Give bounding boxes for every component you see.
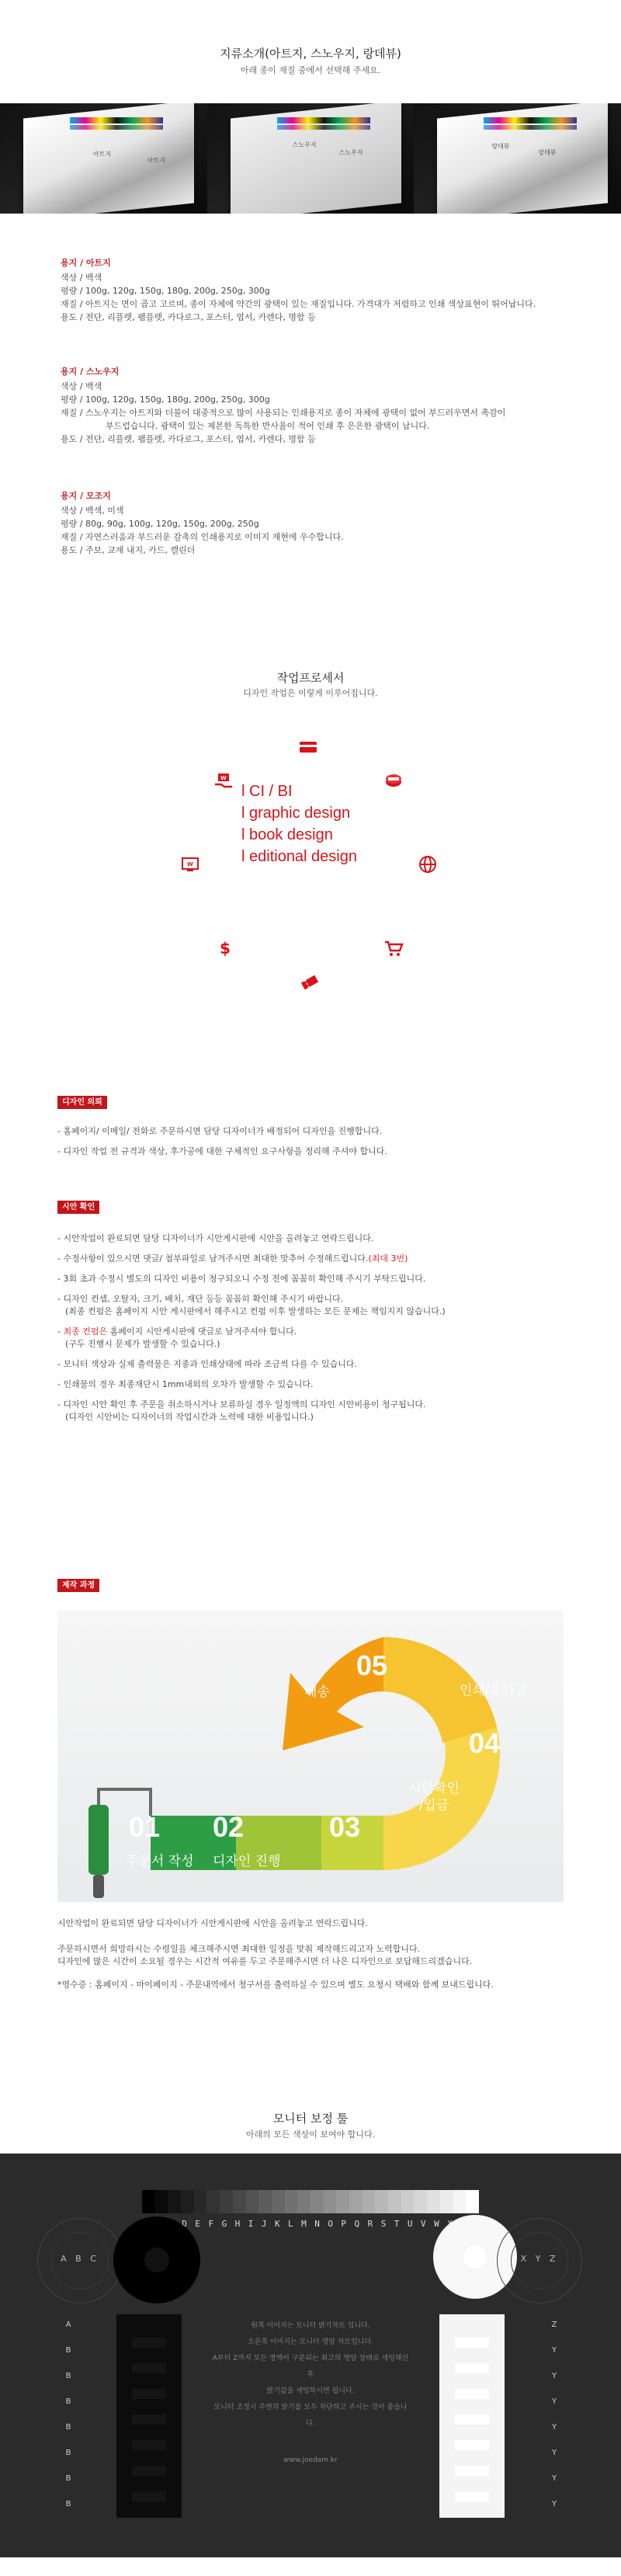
step-label-4: 인쇄/후가공 bbox=[460, 1683, 528, 1698]
globe-icon bbox=[416, 853, 439, 876]
step-label-2: 디자인 진행 bbox=[213, 1854, 281, 1869]
photo-label: 스노우지 bbox=[292, 141, 317, 148]
brightness-letter-column: A B B B B B B B bbox=[65, 2320, 71, 2508]
black-chart-core bbox=[144, 2247, 169, 2272]
paper-title: 지류소개(아트지, 스노우지, 랑데뷰) bbox=[220, 47, 401, 61]
production-notes bbox=[57, 1917, 585, 1999]
photo-label: 아트지 bbox=[147, 157, 166, 164]
step-num-2: 02 bbox=[213, 1811, 245, 1843]
paper-snow-title: 용지 / 스노우지 bbox=[61, 367, 120, 377]
paper-snow-usage: 용도 / 전단, 리플렛, 팸플렛, 카다로그, 포스터, 엽서, 카렌다, 명함 등 bbox=[61, 434, 316, 444]
paper-mojo-title: 용지 / 모조지 bbox=[61, 491, 111, 501]
white-level-steps bbox=[455, 2322, 489, 2508]
step-num-4: 04 bbox=[469, 1727, 501, 1759]
step-num-1: 01 bbox=[129, 1811, 161, 1843]
svg-text:W: W bbox=[187, 861, 193, 867]
paper-photo-snow bbox=[207, 103, 415, 214]
grayscale-bar bbox=[142, 2190, 479, 2213]
white-chart-core bbox=[463, 2244, 487, 2269]
paper-snow-texture: 재질 / 스노우지는 아트지와 더불어 대중적으로 많이 사용되는 인쇄용지로 종이 자체에 광택이 없어 부드러우면서 촉감이 bbox=[61, 408, 506, 418]
monitor-description: 원쪽 이미지는 모니터 밝기차트 입니다. 오른쪽 이미지는 모니터 명암 차트입니다. A부터 Z까지 모든 명백이 구분되는 최고의 명암 상태로 세팅해신 후 밝기값을 세팅하시면 됩니다. 모니터 조정시 주변의 밝기를 모두 차단하고 주시는 것이 좋습니다. www.joedam.kr bbox=[210, 2318, 411, 2469]
monitor-subtitle: 아래의 모든 색상이 보여야 합니다. bbox=[245, 2129, 376, 2140]
paper-art-color: 색상 / 백색 bbox=[61, 273, 102, 283]
ticket-icon bbox=[298, 971, 321, 994]
step-label-5: 배송 bbox=[304, 1684, 330, 1700]
proof-item: - 3회 초과 수정시 별도의 디자인 비용이 청구되오니 수정 전에 꼼꼼히 확인해 주시기 부탁드립니다. bbox=[57, 1274, 426, 1284]
photo-label: 랑데뷰 bbox=[538, 149, 557, 156]
paper-photo-strip bbox=[0, 103, 621, 214]
production-note: 디자인에 많은 시간이 소요될 경우는 시간적 여유를 두고 주문해주시면 더 나은 디자인으로 보답해드리겠습니다. bbox=[57, 1956, 473, 1966]
photo-label: 아트지 bbox=[93, 151, 112, 158]
service-graphic-design: l graphic design bbox=[241, 805, 351, 822]
paper-snow-texture-cont: 부드럽습니다. 광택이 있는 제본한 독특한 반사율이 적어 인쇄 후 은은한 광택이 납니다. bbox=[106, 421, 430, 431]
consult-item: - 홈페이지/ 이메일/ 전화로 주문하시면 담당 디자이너가 배정되어 디자인을 진행합니다. bbox=[57, 1126, 383, 1136]
production-tag: 제작 과정 bbox=[57, 1579, 99, 1592]
proof-item: - 디자인 시안 확인 후 주문을 취소하시거나 보류하실 경우 일정액의 디자인 시안비용이 청구됩니다. (디자인 시안비는 디자이너의 작업시간과 노력에 대한 비용입니다.) bbox=[57, 1399, 426, 1422]
proof-item: - 수정사항이 있으시면 댓글/ 첨부파일로 남겨주시면 최대한 맞추어 수정해드립니다.(최대 3번) bbox=[57, 1253, 408, 1264]
dollar-icon: $ bbox=[220, 939, 231, 958]
paper-photo-art bbox=[0, 103, 207, 214]
production-note: 주문하시면서 희망하시는 수령일을 체크해주시면 최대한 일정을 맞춰 제작해드리고자 노력합니다. bbox=[57, 1944, 421, 1954]
contrast-letter-column: Z Y Y Y Y Y Y Y bbox=[551, 2320, 557, 2508]
consult-item: - 디자인 작업 전 규격과 색상, 후가공에 대한 구체적인 요구사항을 정리해 주셔야 합니다. bbox=[57, 1146, 387, 1156]
paper-art-texture: 재질 / 아트지는 면이 곱고 고르며, 종이 자체에 약간의 광택이 있는 재질입니다. 가격대가 저렴하고 인쇄 색상표현이 뛰어납니다. bbox=[61, 299, 536, 309]
step-num-5: 05 bbox=[356, 1650, 388, 1681]
proof-item: - 인쇄물의 경우 최종재단시 1mm내외의 오차가 발생할 수 있습니다. bbox=[57, 1379, 314, 1389]
paper-snow-info bbox=[61, 365, 588, 446]
production-note: 시안작업이 완료되면 담당 디자이너가 시안게시판에 시안을 올려놓고 연락드립니다. bbox=[57, 1918, 368, 1928]
money-icon bbox=[382, 769, 405, 792]
card-icon bbox=[297, 735, 320, 759]
production-note: *영수증 : 홈페이지 - 마이페이지 - 주문내역에서 청구서를 출력하실 수 있으며 별도 요청시 택배와 함께 보내드립니다. bbox=[57, 1980, 494, 1990]
proof-list bbox=[57, 1232, 585, 1431]
paper-snow-weight: 평량 / 100g, 120g, 150g, 180g, 200g, 250g, 300g bbox=[61, 395, 270, 405]
consult-list bbox=[57, 1125, 585, 1166]
paper-art-info bbox=[61, 256, 588, 324]
brightness-circle-label: A B C bbox=[61, 2254, 99, 2264]
paper-mojo-info bbox=[61, 489, 588, 557]
paper-mojo-weight: 평량 / 80g, 90g, 100g, 120g, 150g, 200g, 250g bbox=[61, 519, 259, 529]
paper-photo-rendezvous bbox=[414, 103, 621, 214]
step-label-3: 시안확인 /입금 bbox=[408, 1781, 460, 1813]
step-num-3: 03 bbox=[329, 1811, 361, 1843]
photo-label: 스노우지 bbox=[338, 149, 363, 156]
proof-item: - 디자인 컨셉, 오탈자, 크기, 배치, 재단 등등 꼼꼼히 확인해 주시기 바랍니다. (최종 컨펌은 홈페이지 시안 게시판에서 해주시고 컨펌 이후 발생하는 모든 문제는 책임지지 않습니다.) bbox=[57, 1294, 446, 1316]
paper-subtitle: 아래 종이 재질 중에서 선택해 주세요. bbox=[240, 65, 381, 75]
services-list bbox=[241, 780, 357, 867]
paper-art-title: 용지 / 아트지 bbox=[61, 258, 111, 268]
service-ci-bi: l CI / BI bbox=[241, 783, 293, 800]
site-url: www.joedam.kr bbox=[283, 2456, 338, 2464]
svg-text:W: W bbox=[220, 775, 227, 781]
monitor-icon bbox=[179, 853, 202, 876]
proof-item: - 시안작업이 완료되면 담당 디자이너가 시안게시판에 시안을 올려놓고 연락드립니다. bbox=[57, 1233, 374, 1243]
paper-art-weight: 평량 / 100g, 120g, 150g, 180g, 200g, 250g, 300g bbox=[61, 286, 270, 296]
coin-hand-icon bbox=[212, 769, 235, 792]
production-diagram bbox=[57, 1611, 564, 1902]
process-title: 작업프로세서 bbox=[276, 671, 345, 685]
service-editional-design: l editional design bbox=[241, 848, 357, 865]
proof-tag: 시안 확인 bbox=[57, 1201, 99, 1214]
proof-item: - 최종 컨펌은 홈페이지 시안게시판에 댓글로 남겨주셔야 합니다. (구두 진행시 문제가 발생할 수 있습니다.) bbox=[57, 1326, 297, 1349]
paper-art-usage: 용도 / 전단, 리플렛, 팸플렛, 카다로그, 포스터, 엽서, 카렌다, 명함 등 bbox=[61, 312, 316, 322]
paper-mojo-usage: 용도 / 주보, 교재 내지, 카드, 캘린더 bbox=[61, 545, 196, 555]
proof-item: - 모니터 색상과 실제 출력물은 지종과 인쇄상태에 따라 조금씩 다를 수 있습니다. bbox=[57, 1359, 357, 1369]
process-subtitle: 디자인 작업은 이렇게 이루어집니다. bbox=[243, 688, 378, 698]
grayscale-letters: D E F G H I J K L M N O P Q R S T U V W bbox=[182, 2219, 439, 2229]
step-label-1: 주문서 작성 bbox=[126, 1854, 194, 1869]
contrast-circle-label: X Y Z bbox=[520, 2254, 559, 2264]
monitor-title: 모니터 보정 툴 bbox=[272, 2112, 349, 2126]
paper-mojo-color: 색상 / 백색, 미색 bbox=[61, 506, 124, 516]
service-book-design: l book design bbox=[241, 826, 333, 843]
paper-snow-color: 색상 / 백색 bbox=[61, 381, 102, 391]
black-level-steps bbox=[132, 2322, 166, 2508]
photo-label: 랑데뷰 bbox=[491, 143, 510, 150]
consult-tag: 디자인 의뢰 bbox=[57, 1096, 107, 1109]
cart-icon bbox=[382, 937, 405, 960]
paper-mojo-texture: 재질 / 자연스러움과 부드러운 감촉의 인쇄용지로 이미지 재현에 우수합니다. bbox=[61, 532, 344, 542]
